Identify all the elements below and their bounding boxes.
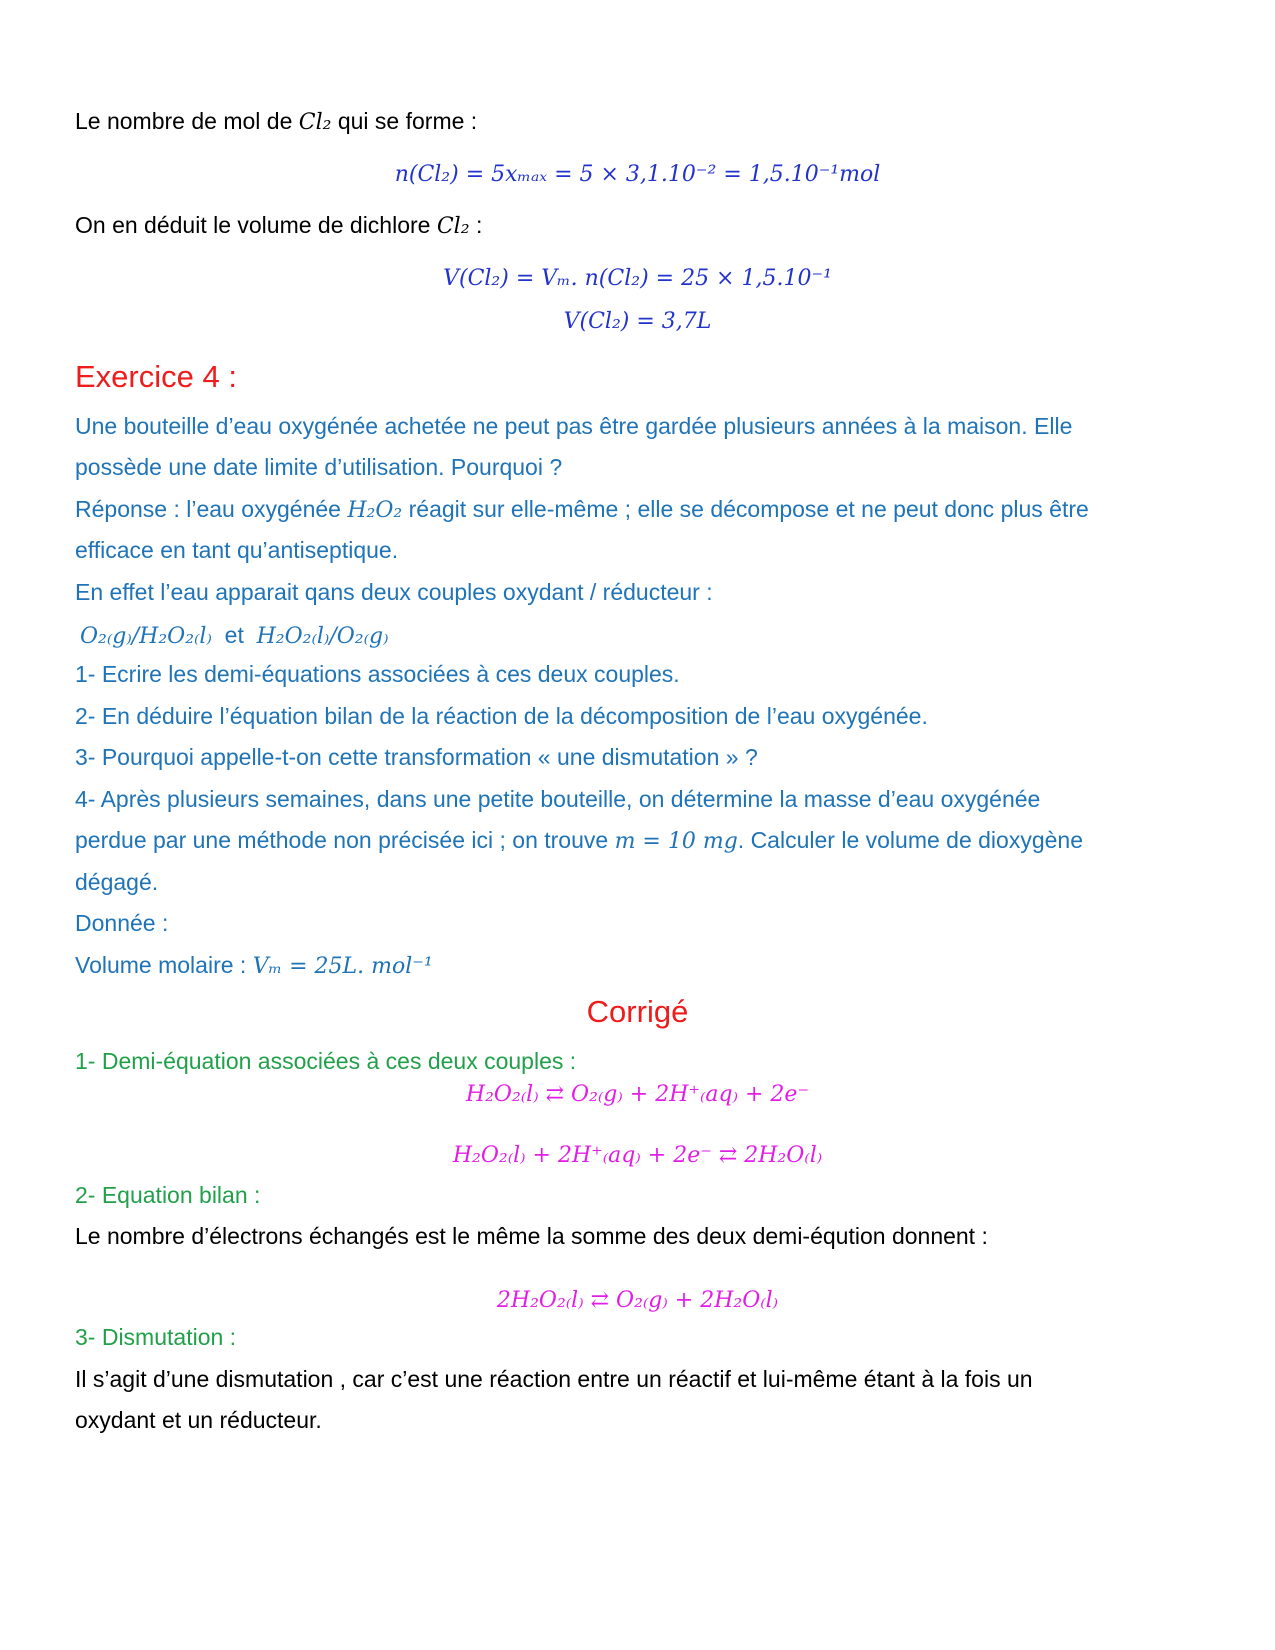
volume-line: On en déduit le volume de dichlore Cl₂ :	[75, 212, 483, 239]
cl2-symbol: Cl₂	[298, 110, 332, 135]
cl2-symbol: Cl₂	[436, 214, 470, 239]
molar-volume-line: Volume molaire : Vₘ = 25L. mol⁻¹	[75, 952, 433, 979]
equation-volume-1: V(Cl₂) = Vₘ. n(Cl₂) = 25 × 1,5.10⁻¹	[443, 266, 832, 291]
question-2: 2- En déduire l’équation bilan de la réaction de la décomposition de l’eau oxygénée.	[75, 703, 928, 729]
question-1: 1- Ecrire les demi-équations associées à ces deux couples.	[75, 661, 680, 687]
answer-line-1: Réponse : l’eau oxygénée H₂O₂ réagit sur elle-même ; elle se décompose et ne peut donc plus être	[75, 496, 1089, 523]
redox-couples: O₂₍g₎/H₂O₂₍l₎ et H₂O₂₍l₎/O₂₍g₎	[80, 622, 389, 649]
question-4-line-3: dégagé.	[75, 869, 159, 895]
mass-value: m = 10 mg	[614, 829, 738, 854]
exercise-title: Exercice 4 :	[75, 359, 237, 394]
couple-2: H₂O₂₍l₎/O₂₍g₎	[256, 624, 389, 649]
h2o2-symbol: H₂O₂	[347, 498, 403, 523]
mol-line: Le nombre de mol de Cl₂ qui se forme :	[75, 108, 478, 135]
overall-equation: 2H₂O₂₍l₎ ⇄ O₂₍g₎ + 2H₂O₍l₎	[496, 1288, 779, 1313]
half-equation-1: H₂O₂₍l₎ ⇄ O₂₍g₎ + 2H⁺₍aq₎ + 2e⁻	[465, 1082, 810, 1107]
correction-part-3-line-1: Il s’agit d’une dismutation , car c’est une réaction entre un réactif et lui-même étant à la fois un	[75, 1366, 1033, 1392]
question-3: 3- Pourquoi appelle-t-on cette transformation « une dismutation » ?	[75, 744, 758, 770]
answer-line-2: efficace en tant qu’antiseptique.	[75, 537, 399, 563]
couples-intro: En effet l’eau apparait qans deux couples oxydant / réducteur :	[75, 579, 713, 605]
correction-part-2-text: Le nombre d’électrons échangés est le même la somme des deux demi-éqution donnent :	[75, 1223, 988, 1249]
correction-part-1-title: 1- Demi-équation associées à ces deux couples :	[75, 1048, 577, 1074]
equation-volume-2: V(Cl₂) = 3,7L	[563, 309, 712, 334]
correction-title: Corrigé	[586, 994, 689, 1029]
correction-part-3-line-2: oxydant et un réducteur.	[75, 1407, 322, 1433]
half-equation-2: H₂O₂₍l₎ + 2H⁺₍aq₎ + 2e⁻ ⇄ 2H₂O₍l₎	[452, 1143, 823, 1168]
molar-volume-value: Vₘ = 25L. mol⁻¹	[252, 954, 433, 979]
statement-line-1: Une bouteille d’eau oxygénée achetée ne peut pas être gardée plusieurs années à la maison. Elle	[75, 413, 1073, 439]
equation-n-cl2: n(Cl₂) = 5xₘₐₓ = 5 × 3,1.10⁻² = 1,5.10⁻¹mol	[394, 162, 881, 187]
statement-line-2: possède une date limite d’utilisation. Pourquoi ?	[75, 454, 563, 480]
correction-part-2-title: 2- Equation bilan :	[75, 1182, 261, 1208]
question-4-line-1: 4- Après plusieurs semaines, dans une petite bouteille, on détermine la masse d’eau oxygénée	[75, 786, 1041, 812]
couple-1: O₂₍g₎/H₂O₂₍l₎	[80, 624, 212, 649]
question-4-line-2: perdue par une méthode non précisée ici ; on trouve m = 10 mg. Calculer le volume de dioxygène	[75, 827, 1083, 854]
given-label: Donnée :	[75, 910, 169, 936]
correction-part-3-title: 3- Dismutation :	[75, 1324, 237, 1350]
